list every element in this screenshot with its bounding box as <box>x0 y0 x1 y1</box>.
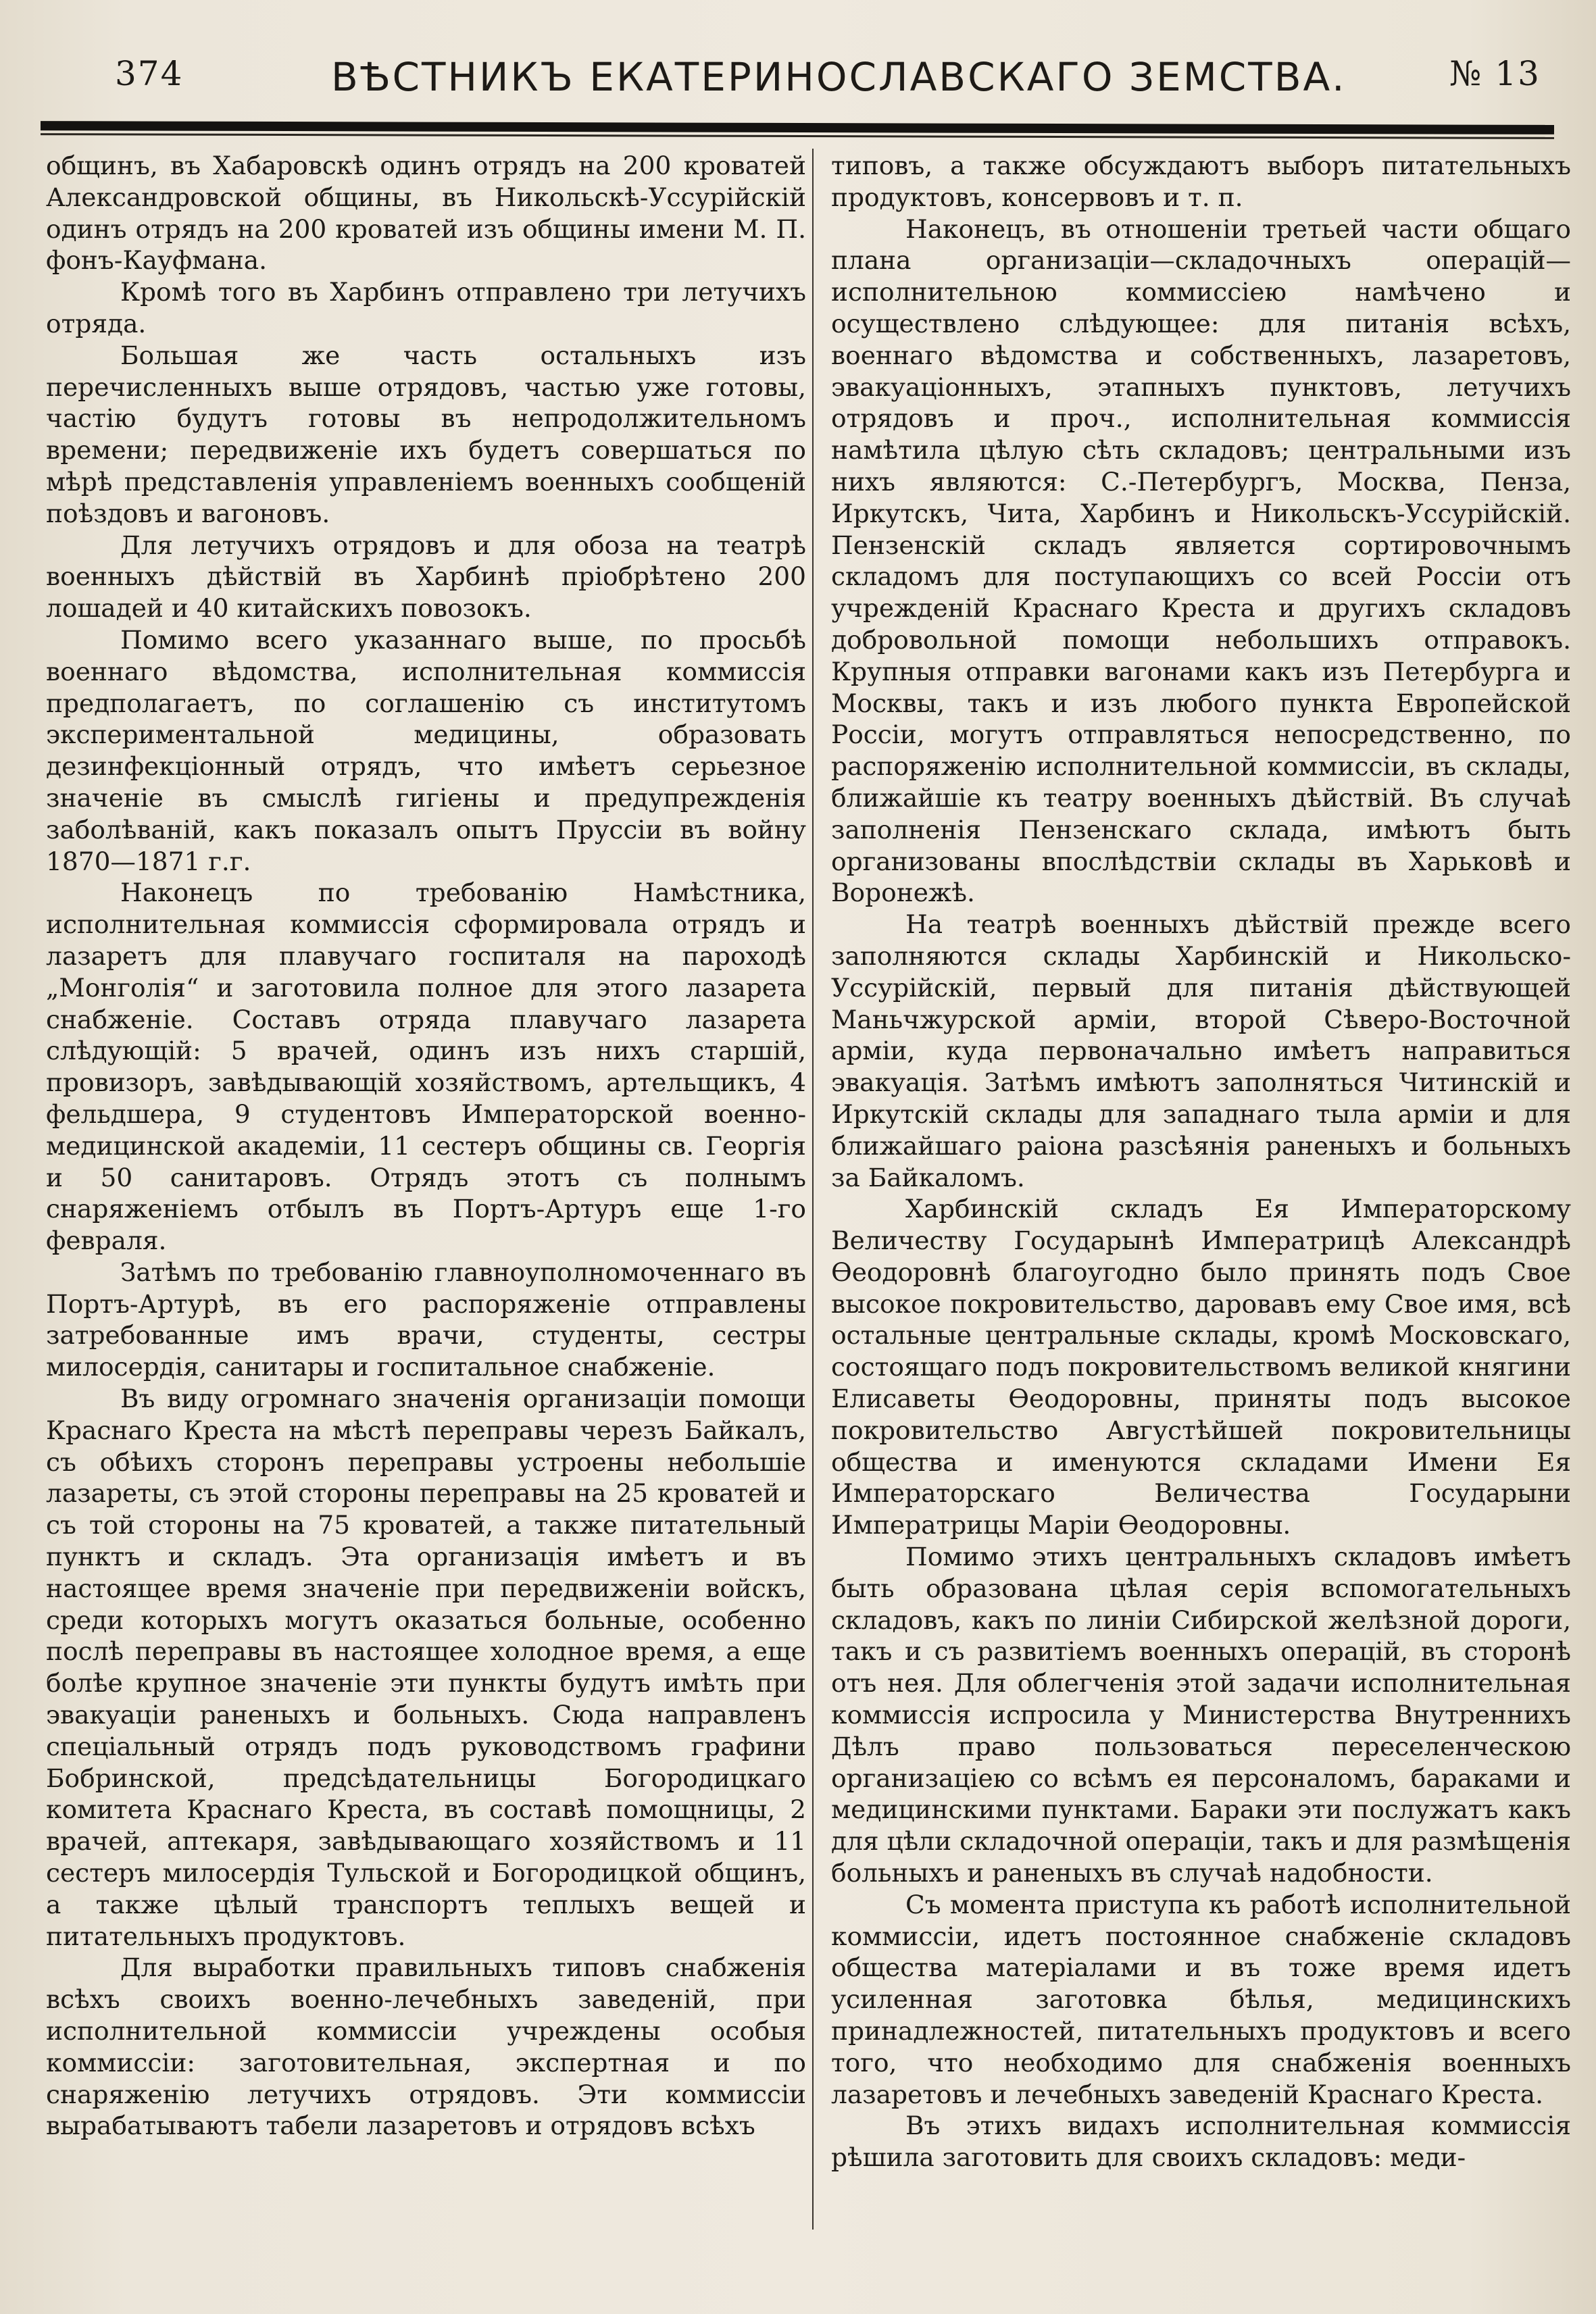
left-column <box>46 150 806 2142</box>
paragraph: Помимо всего указаннаго выше, по просьбѣ военнаго вѣдомства, исполнительная коммиссія предполагаетъ, по соглашенію съ институтомъ экспериментальной медицины, образовать дезинфекціонный отрядъ, что имѣетъ серьезное значеніе въ смыслѣ гигіены и предупрежденія заболѣваній, какъ показалъ опытъ Пруссіи въ войну 1870—1871 г.г. <box>46 624 806 876</box>
column-divider <box>812 149 814 2230</box>
paragraph: Въ этихъ видахъ исполнительная коммиссія рѣшила заготовить для своихъ складовъ: меди- <box>831 2111 1571 2173</box>
journal-title: ВѢСТНИКЪ ЕКАТЕРИНОСЛАВСКАГО ЗЕМСТВА. <box>331 54 1347 100</box>
paragraph: Харбинскій складъ Ея Императорскому Величеству Государынѣ Императрицѣ Александрѣ Ѳеодоровнѣ благоугодно было принять подъ Свое высокое покровительство, даровавъ ему Свое имя, всѣ остальные центральные склады, кромѣ Московскаго, состоящаго подъ покровительствомъ великой княгини Елисаветы Ѳеодоровны, приняты подъ высокое покровительство Августѣйшей покровительницы общества и именуются складами Имени Ея Императорскаго Величества Государыни Императрицы Маріи Ѳеодоровны. <box>831 1194 1571 1540</box>
page-number: 374 <box>115 54 184 93</box>
paragraph: Затѣмъ по требованію главноуполномоченнаго въ Портъ-Артурѣ, въ его распоряженіе отправлены затребованные имъ врачи, студенты, сестры милосердія, санитары и госпитальное снабженіе. <box>46 1257 806 1382</box>
paragraph: Наконецъ, въ отношеніи третьей части общаго плана организаціи—складочныхъ операцій—исполнительною коммиссіею намѣчено и осуществлено слѣдующее: для питанія всѣхъ, военнаго вѣдомства и собственныхъ, лазаретовъ, эвакуаціонныхъ, этапныхъ пунктовъ, летучихъ отрядовъ и проч., исполнительная коммиссія намѣтила цѣлую сѣть складовъ; центральными изъ нихъ являются: С.-Петербургъ, Москва, Пенза, Иркутскъ, Чита, Харбинъ и Никольскъ-Уссурійскій. Пензенскій складъ является сортировочнымъ складомъ для поступающихъ со всей Россіи отъ учрежденій Краснаго Креста и другихъ складовъ добровольной помощи небольшихъ отправокъ. Крупныя отправки вагонами какъ изъ Петербурга и Москвы, такъ и изъ любого пункта Европейской Россіи, могутъ отправляться непосредственно, по распоряженію исполнительной коммиссіи, въ склады, ближайшіе къ театру военныхъ дѣйствій. Въ случаѣ заполненія Пензенскаго склада, имѣютъ быть организованы впослѣдствіи склады въ Харьковѣ и Воронежѣ. <box>831 213 1571 908</box>
header-rule-thin <box>41 133 1554 139</box>
paragraph: Наконецъ по требованію Намѣстника, исполнительная коммиссія сформировала отрядъ и лазаретъ для плавучаго госпиталя на пароходѣ „Монголія“ и заготовила полное для этого лазарета снабженіе. Составъ отряда плавучаго лазарета слѣдующій: 5 врачей, одинъ изъ нихъ старшій, провизоръ, завѣдывающій хозяйствомъ, артельщикъ, 4 фельдшера, 9 студентовъ Императорской военно-медицинской академіи, 11 сестеръ общины св. Георгія и 50 санитаровъ. Отрядъ этотъ съ полнымъ снаряженіемъ отбылъ въ Портъ-Артуръ еще 1-го февраля. <box>46 878 806 1256</box>
paragraph: Помимо этихъ центральныхъ складовъ имѣетъ быть образована цѣлая серія вспомогательныхъ складовъ, какъ по линіи Сибирской желѣзной дороги, такъ и съ развитіемъ военныхъ операцій, въ сторонѣ отъ нея. Для облегченія этой задачи исполнительная коммиссія испросила у Министерства Внутреннихъ Дѣлъ право пользоваться переселенческою организацiею со всѣмъ ея персоналомъ, бараками и медицинскими пунктами. Бараки эти послужатъ какъ для цѣли складочной операціи, такъ и для размѣщенія больныхъ и раненыхъ въ случаѣ надобности. <box>831 1542 1571 1888</box>
paragraph: Въ виду огромнаго значенія организаціи помощи Краснаго Креста на мѣстѣ переправы черезъ Байкалъ, съ обѣихъ сторонъ переправы устроены небольшіе лазареты, съ этой стороны переправы на 25 кроватей и съ той стороны на 75 кроватей, а также питательный пунктъ и складъ. Эта организація имѣетъ и въ настоящее время значеніе при передвиженіи войскъ, среди которыхъ могутъ оказаться больные, особенно послѣ переправы въ настоящее холодное время, а еще болѣе крупное значеніе эти пункты будутъ имѣть при эвакуаціи раненыхъ и больныхъ. Сюда направленъ спеціальный отрядъ подъ руководствомъ графини Бобринской, предсѣдательницы Богородицкаго комитета Краснаго Креста, въ составѣ помощницы, 2 врачей, аптекаря, завѣдывающаго хозяйствомъ и 11 сестеръ милосердія Тульской и Богородицкой общинъ, а также цѣлый транспортъ теплыхъ вещей и питательныхъ продуктовъ. <box>46 1384 806 1951</box>
paragraph: Большая же часть остальныхъ изъ перечисленныхъ выше отрядовъ, частью уже готовы, частію будутъ готовы въ непродолжительномъ времени; передвиженіе ихъ будетъ совершаться по мѣрѣ представленія управленіемъ военныхъ сообщеній поѣздовъ и вагоновъ. <box>46 340 806 528</box>
paragraph: На театрѣ военныхъ дѣйствій прежде всего заполняются склады Харбинскій и Никольско-Уссурійскій, первый для питанія дѣйствующей Маньчжурской арміи, второй Сѣверо-Восточной арміи, куда первоначально имѣетъ направиться эвакуація. Затѣмъ имѣютъ заполняться Читинскій и Иркутскій склады для западнаго тыла арміи и для ближайшаго раіона разсѣянія раненыхъ и больныхъ за Байкаломъ. <box>831 909 1571 1192</box>
paragraph: Для выработки правильныхъ типовъ снабженія всѣхъ своихъ военно-лечебныхъ заведеній, при исполнительной коммиссіи учреждены особыя коммиссіи: заготовительная, экспертная и по снаряженію летучихъ отрядовъ. Эти коммиссіи вырабатываютъ табели лазаретовъ и отрядовъ всѣхъ <box>46 1953 806 2141</box>
paragraph: Для летучихъ отрядовъ и для обоза на театрѣ военныхъ дѣйствій въ Харбинѣ пріобрѣтено 200 лошадей и 40 китайскихъ повозокъ. <box>46 530 806 624</box>
page-header <box>41 47 1554 122</box>
issue-number: № 13 <box>1449 54 1541 93</box>
paragraph: общинъ, въ Хабаровскѣ одинъ отрядъ на 200 кроватей Александровской общины, въ Никольскѣ-Уссурійскій одинъ отрядъ на 200 кроватей изъ общины имени М. П. фонъ-Кауфмана. <box>46 151 806 276</box>
paragraph: Съ момента приступа къ работѣ исполнительной коммиссіи, идетъ постоянное снабженіе складовъ общества матеріалами и въ тоже время идетъ усиленная заготовка бѣлья, медицинскихъ принадлежностей, питательныхъ продуктовъ и всего того, что необходимо для снабженія военныхъ лазаретовъ и лечебныхъ заведеній Краснаго Креста. <box>831 1889 1571 2109</box>
paragraph: типовъ, а также обсуждаютъ выборъ питательныхъ продуктовъ, консервовъ и т. п. <box>831 151 1571 212</box>
paragraph: Кромѣ того въ Харбинъ отправлено три летучихъ отряда. <box>46 277 806 338</box>
header-rule-thick <box>41 121 1554 134</box>
right-column <box>831 150 1571 2173</box>
